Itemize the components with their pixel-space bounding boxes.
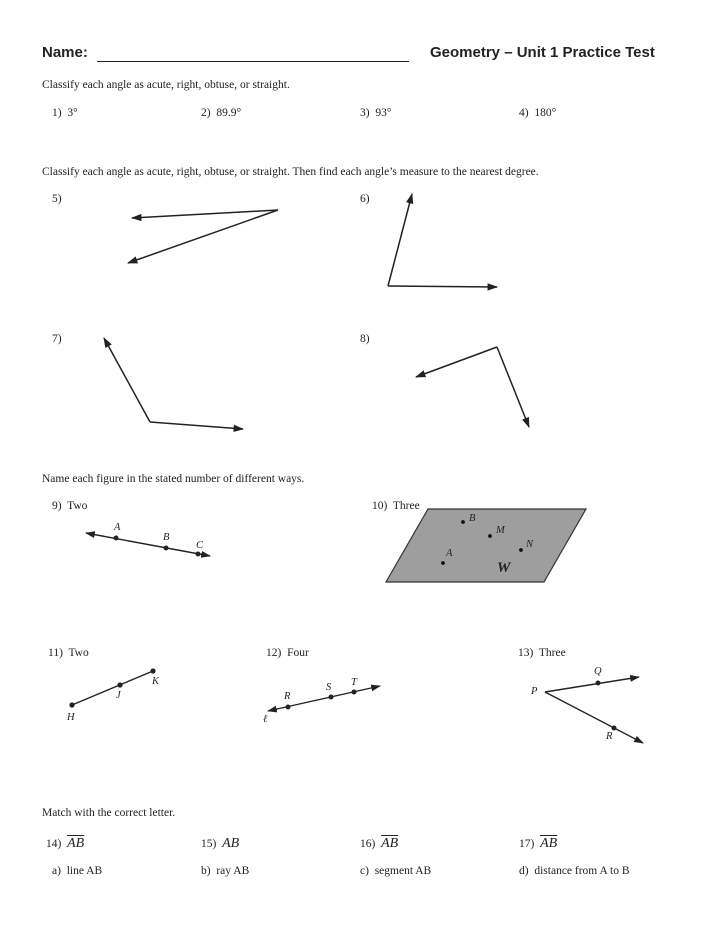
option-letter: c) (360, 865, 369, 877)
option-c (360, 865, 431, 877)
page-title: Geometry – Unit 1 Practice Test (430, 44, 655, 61)
label-m: M (496, 525, 505, 536)
name-label: Name: (42, 44, 88, 61)
question-number: 14) (46, 838, 62, 850)
ray-symbol: $\overline{AB}$ (540, 836, 558, 851)
question-number: 10) (372, 500, 388, 512)
label-n: N (526, 539, 534, 550)
label-j: J (116, 690, 121, 701)
angle-value: 3° (67, 107, 78, 119)
ways-count: Three (392, 500, 420, 512)
question-number: 11) (48, 647, 63, 659)
ways-count: Two (68, 647, 89, 659)
option-letter: b) (201, 865, 211, 877)
option-b (201, 865, 249, 877)
line-symbol: $\overline{AB}$ (381, 836, 399, 851)
option-letter: a) (52, 865, 61, 877)
angle-value: 93° (375, 107, 392, 119)
label-plane-w: W (497, 560, 511, 576)
label-c: C (196, 540, 204, 551)
question-number: 12) (266, 647, 282, 659)
label-p: P (531, 686, 538, 697)
question-14 (46, 836, 84, 852)
rays-figure-13 (545, 677, 643, 743)
question-8-number: 8) (360, 333, 370, 345)
question-15 (201, 836, 239, 852)
angle-figure-5 (128, 210, 278, 263)
label-q: Q (594, 666, 602, 677)
option-text: segment AB (374, 865, 432, 877)
angle-value: 89.9° (216, 107, 242, 119)
segment-figure-11 (70, 669, 155, 707)
question-16 (360, 836, 398, 852)
option-text: ray AB (216, 865, 250, 877)
question-5-number: 5) (52, 193, 62, 205)
question-number: 16) (360, 838, 376, 850)
question-number: 15) (201, 838, 217, 850)
point-b (461, 520, 465, 524)
point-c (196, 552, 200, 556)
angle-figure-8 (416, 347, 529, 427)
question-number: 2) (201, 107, 211, 119)
question-number: 4) (519, 107, 529, 119)
point-a (441, 561, 445, 565)
label-s: S (326, 682, 332, 693)
label-k: K (152, 676, 160, 687)
instruction-name-figure: Name each figure in the stated number of different ways. (42, 473, 305, 485)
option-letter: d) (519, 865, 529, 877)
label-line-l: ℓ (263, 714, 268, 725)
point-m (488, 534, 492, 538)
distance-symbol: AB (222, 836, 240, 851)
plane-figure-10 (386, 509, 586, 582)
question-7-number: 7) (52, 333, 62, 345)
ways-count: Two (67, 500, 88, 512)
angle-figure-7 (104, 338, 243, 429)
question-number: 9) (52, 500, 62, 512)
question-17 (519, 836, 557, 852)
option-d (519, 865, 630, 877)
point-b (164, 546, 168, 550)
question-number: 13) (518, 647, 534, 659)
instruction-classify: Classify each angle as acute, right, obtuse, or straight. (42, 79, 290, 91)
segment-symbol: $\overline{AB}$ (67, 836, 85, 851)
option-a (52, 865, 102, 877)
question-number: 1) (52, 107, 62, 119)
ways-count: Four (287, 647, 309, 659)
angle-value: 180° (534, 107, 557, 119)
question-number: 3) (360, 107, 370, 119)
label-b: B (163, 532, 170, 543)
option-text: distance from A to B (534, 865, 630, 877)
label-a: A (114, 522, 121, 533)
option-text: line AB (66, 865, 103, 877)
label-r: R (606, 731, 613, 742)
question-number: 17) (519, 838, 535, 850)
ways-count: Three (538, 647, 566, 659)
point-a (114, 536, 118, 540)
line-figure-9 (86, 533, 210, 556)
label-h: H (67, 712, 75, 723)
label-a: A (446, 548, 453, 559)
question-6-number: 6) (360, 193, 370, 205)
point-n (519, 548, 523, 552)
angle-figure-6 (388, 194, 497, 287)
instruction-classify-measure: Classify each angle as acute, right, obtuse, or straight. Then find each angle’s measure to the nearest degree. (42, 166, 539, 178)
label-b: B (469, 513, 476, 524)
label-t: T (351, 677, 357, 688)
instruction-match: Match with the correct letter. (42, 807, 176, 819)
label-r: R (284, 691, 291, 702)
